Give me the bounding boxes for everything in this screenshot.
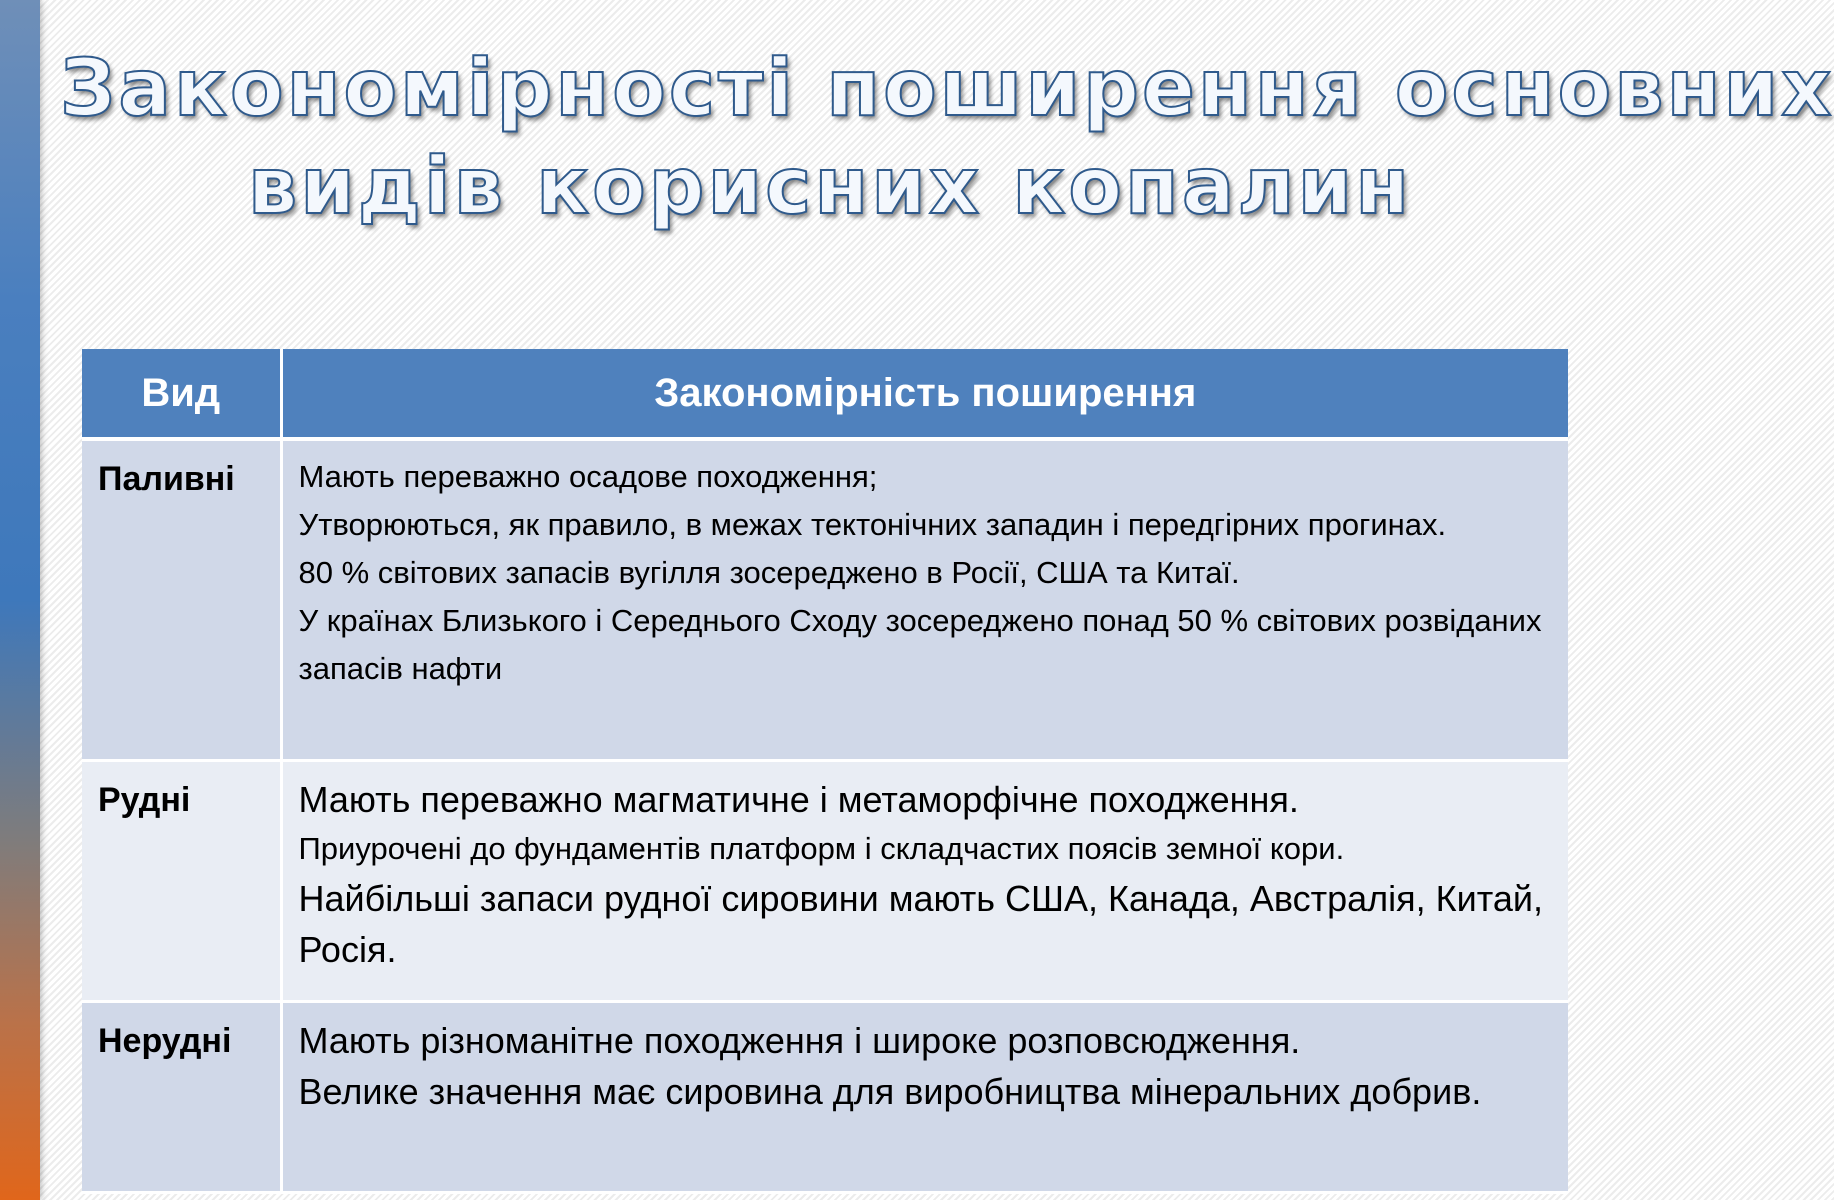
pattern-line: Утворюються, як правило, в межах тектонічних западин і передгірних прогинах. — [298, 507, 1447, 542]
minerals-table — [82, 349, 1568, 1194]
table-row-nonore — [82, 1002, 1568, 1193]
decorative-side-bar — [0, 0, 40, 1200]
type-cell-fuel: Паливні — [82, 439, 281, 761]
header-pattern: Закономірність поширення — [281, 349, 1568, 439]
slide-title-line-1: Закономірності поширення основних — [60, 44, 1834, 134]
pattern-line: 80 % світових запасів вугілля зосереджено в Росії, США та Китаї. — [298, 555, 1240, 590]
pattern-cell-nonore — [281, 1002, 1568, 1193]
table-header-row — [82, 349, 1568, 439]
pattern-cell-ore — [281, 761, 1568, 1002]
pattern-line: Найбільші запаси рудної сировини мають США, Канада, Австралія, Китай, Росія. — [298, 878, 1543, 970]
table-row-ore — [82, 761, 1568, 1002]
pattern-line: Мають різноманітне походження і широке розповсюдження. — [298, 1020, 1301, 1061]
pattern-line: Мають переважно осадове походження; — [298, 459, 878, 494]
slide-title-line-2: видів корисних копалин — [247, 142, 1413, 232]
pattern-line: Приурочені до фундаментів платформ і складчастих поясів земної кори. — [298, 831, 1345, 866]
pattern-line: Велике значення має сировина для виробництва мінеральних добрив. — [298, 1071, 1482, 1112]
type-cell-nonore: Нерудні — [82, 1002, 281, 1193]
type-cell-ore: Рудні — [82, 761, 281, 1002]
pattern-cell-fuel — [281, 439, 1568, 761]
pattern-line: Мають переважно магматичне і метаморфічне походження. — [298, 779, 1299, 820]
pattern-line: У країнах Близького і Середнього Сходу зосереджено понад 50 % світових розвіданих запасів нафти — [298, 603, 1542, 686]
slide-title — [60, 40, 1834, 236]
table-row-fuel — [82, 439, 1568, 761]
header-type: Вид — [82, 349, 281, 439]
